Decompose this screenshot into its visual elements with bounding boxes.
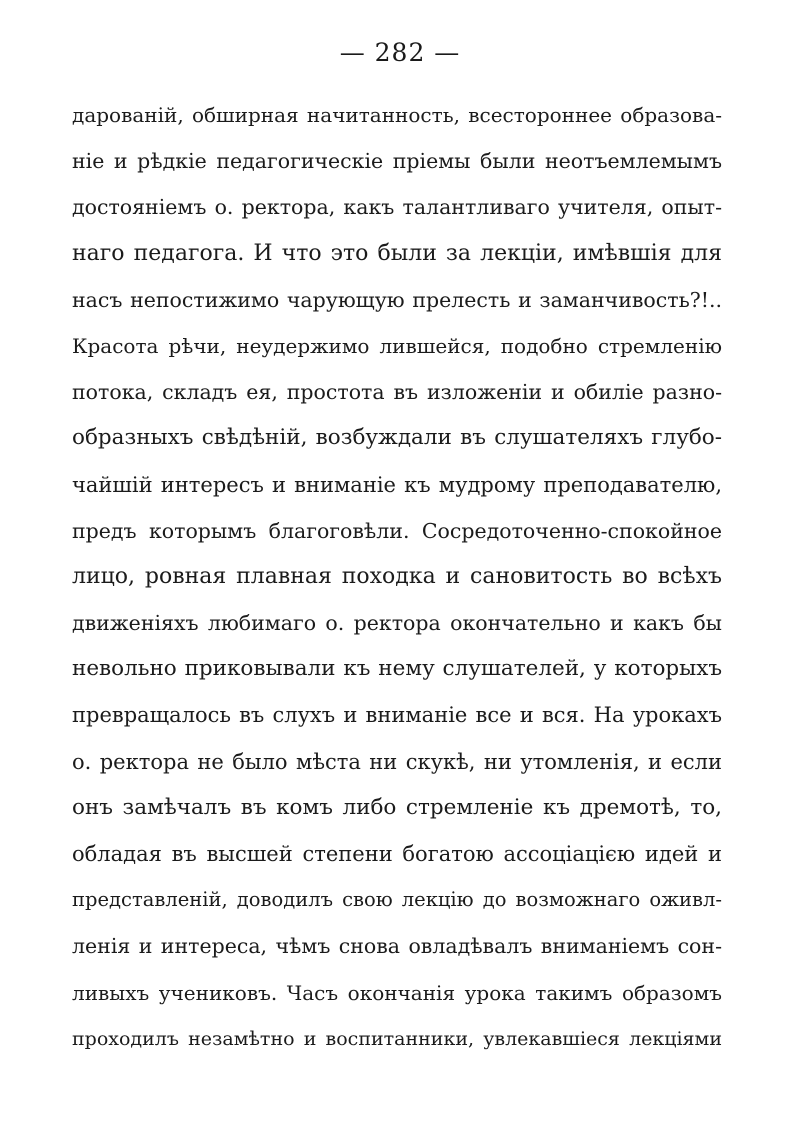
- text-line: о. ректора не было мѣста ни скукѣ, ни утомленія, и если: [72, 749, 722, 774]
- text-line: дарованій, обширная начитанность, всестороннее образова-: [72, 103, 722, 127]
- text-line: Красота рѣчи, неудержимо лившейся, подобно стремленію: [72, 333, 722, 358]
- text-line: лицо, ровная плавная походка и сановитость во всѣхъ: [72, 563, 722, 589]
- text-line: образныхъ свѣдѣній, возбуждали въ слушателяхъ глубо-: [72, 425, 722, 451]
- text-line: обладая въ высшей степени богатою ассоціацією идей и: [72, 842, 722, 866]
- text-line: насъ непостижимо чарующую прелесть и заманчивость?!..: [72, 287, 722, 312]
- text-line: ніе и рѣдкіе педагогическіе пріемы были неотъемлемымъ: [72, 149, 722, 174]
- text-line: чайшій интересъ и вниманіе къ мудрому преподавателю,: [72, 472, 722, 497]
- text-line: движеніяхъ любимаго о. ректора окончательно и какъ бы: [72, 611, 722, 636]
- text-line: проходилъ незамѣтно и воспитанники, увлекавшіеся лекціями: [72, 1027, 722, 1050]
- text-line: ливыхъ учениковъ. Часъ окончанія урока такимъ образомъ: [72, 980, 722, 1005]
- text-line: ленія и интереса, чѣмъ снова овладѣвалъ вниманіемъ сон-: [72, 934, 722, 959]
- text-line: потока, складъ ея, простота въ изложеніи и обиліе разно-: [72, 380, 722, 405]
- text-line: онъ замѣчалъ въ комъ либо стремленіе къ дремотѣ, то,: [72, 794, 722, 820]
- text-line: предъ которымъ благоговѣли. Сосредоточенно-спокойное: [72, 518, 722, 543]
- page-number: — 282 —: [339, 38, 461, 67]
- text-line: невольно приковывали къ нему слушателей, у которыхъ: [72, 656, 723, 682]
- text-line: достояніемъ о. ректора, какъ талантливаго учителя, опыт-: [72, 195, 722, 220]
- text-line: наго педагога. И что это были за лекціи, имѣвшія для: [72, 240, 722, 266]
- page-text-body: [72, 92, 722, 1062]
- text-line: превращалось въ слухъ и вниманіе все и вся. На урокахъ: [72, 703, 722, 728]
- text-line: представленій, доводилъ свою лекцію до возможнаго оживл-: [72, 888, 722, 912]
